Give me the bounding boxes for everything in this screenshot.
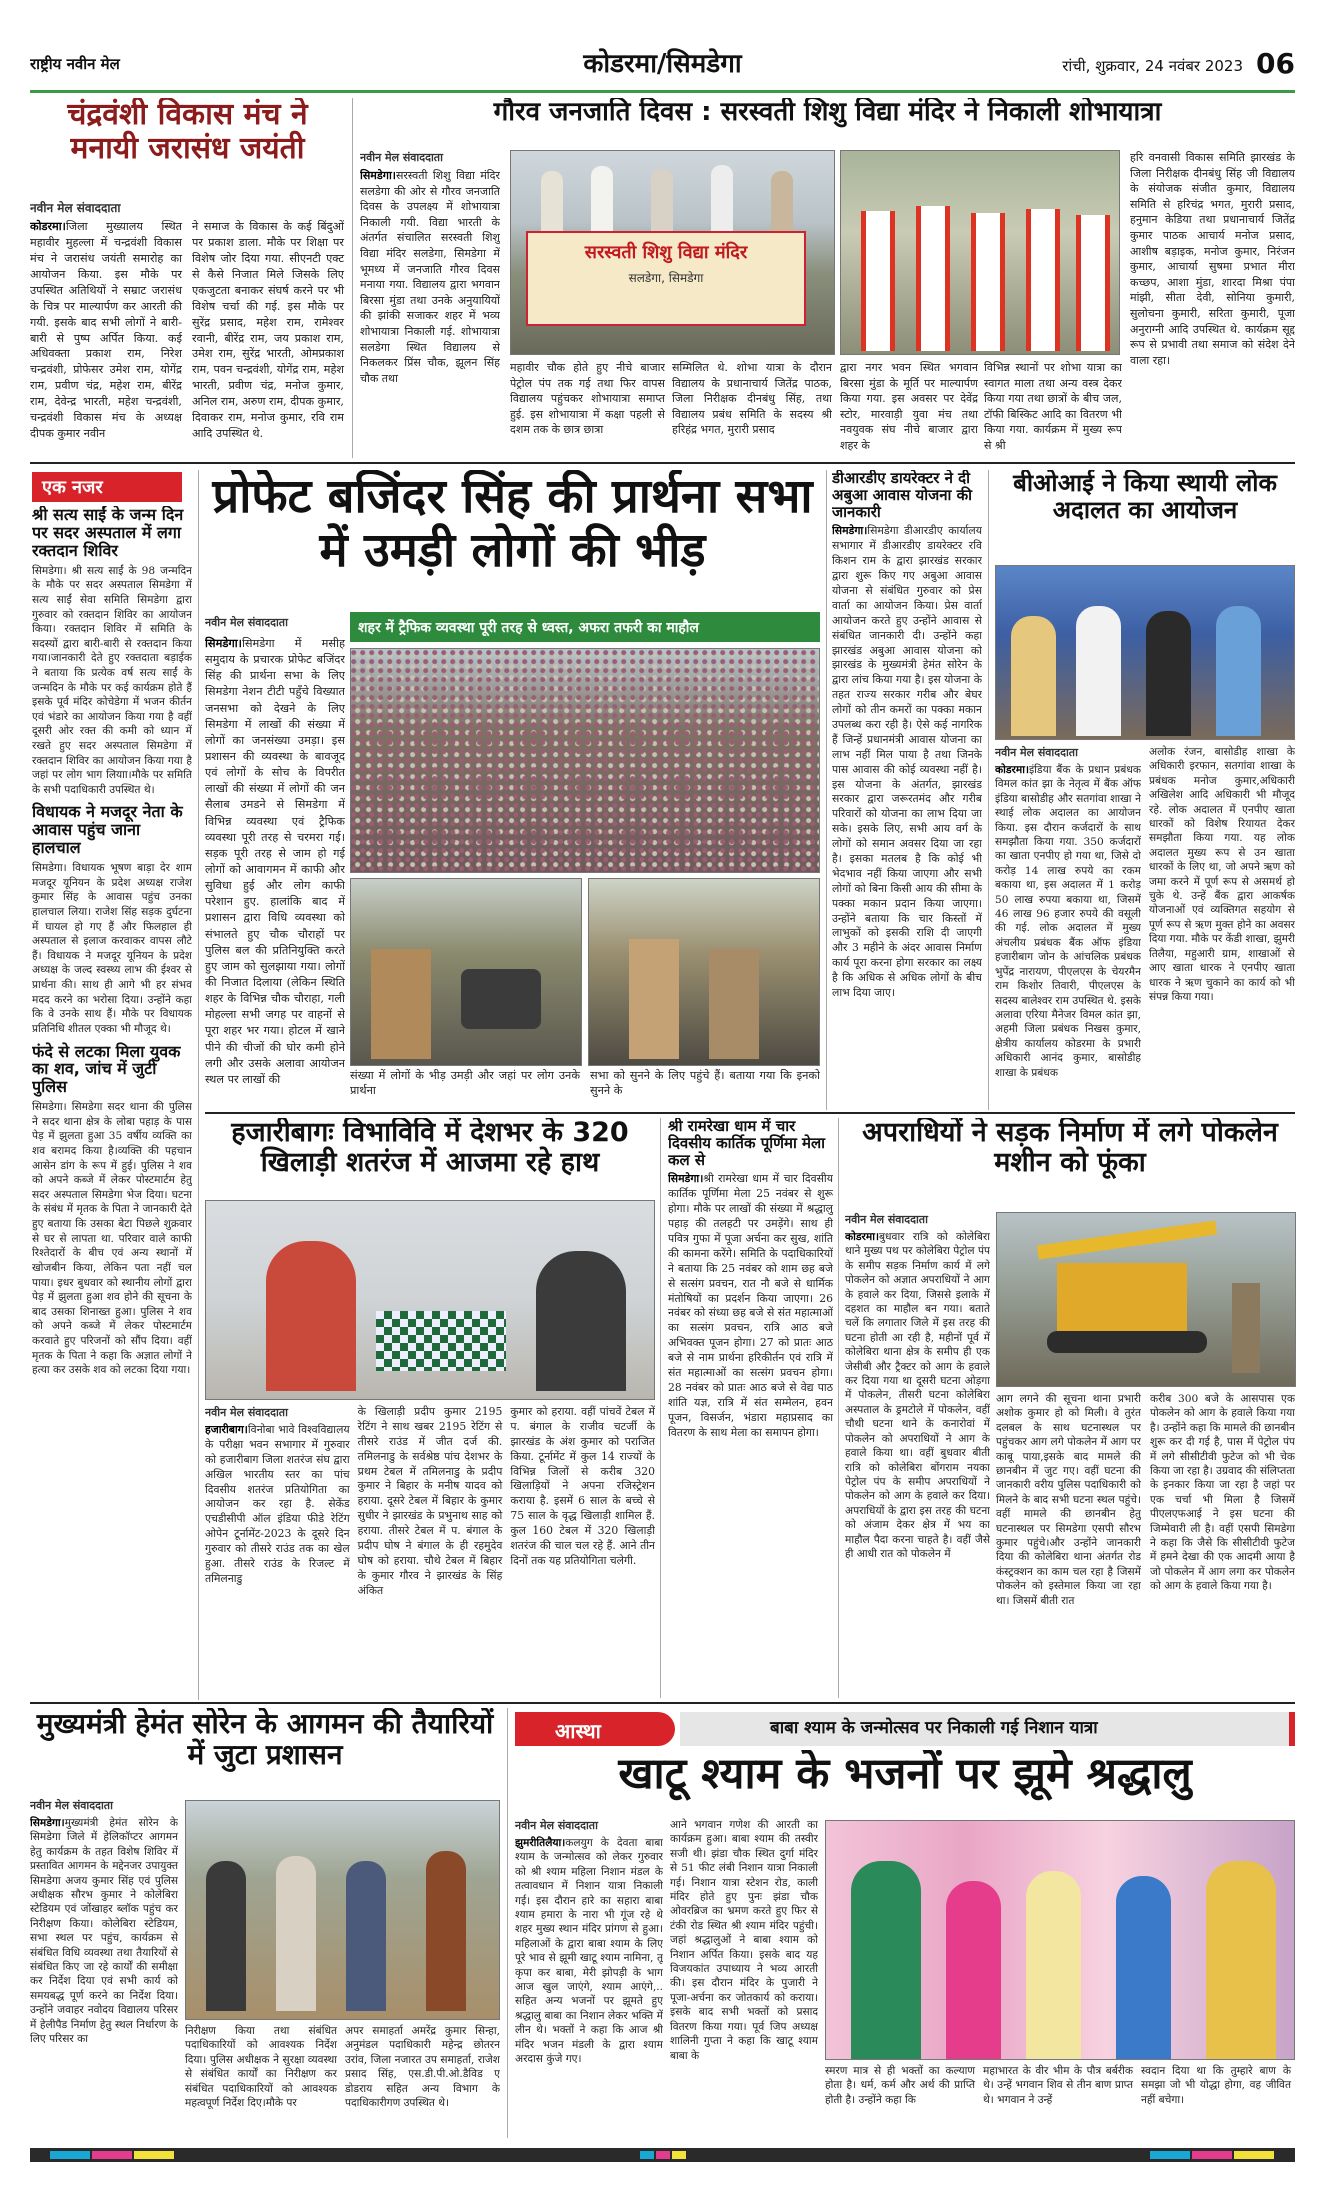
body-text: विनोबा भावे विश्वविद्यालय के परीक्षा भवन सभागार में गुरुवार को हजारीबाग जिला शतरंज संघ द्वारा अखिल भारतीय स्तर का पांच दिवसीय शतरंज प्रतियोगिता का आयोजन कर रहा है. सेकेंड एचडीसीपी ऑल इंडिया फीडे रेटिंग ओपेन टूर्नामेंट-2023 के दूसरे दिन गुरुवार को तीसरे राउंड तक का खेल हुआ. तीसरे राउंड के रिजल्ट में तमिलनाडु — [205, 1423, 350, 1585]
headline: डीआरडीए डायरेक्टर ने दी अबुआ आवास योजना की जानकारी — [832, 470, 973, 521]
story-poklen — [845, 1118, 1295, 1208]
story-gaurav-col4 — [840, 360, 978, 455]
column — [205, 636, 345, 1088]
brief-headline: फंदे से लटका मिला युवक का शव, जांच में जुटी पुलिस — [32, 1041, 181, 1097]
masthead — [30, 48, 1295, 88]
dateline: सिमडेगा। — [832, 524, 868, 538]
column-divider — [838, 1118, 839, 1698]
dateline: कोडरमा। — [845, 1231, 879, 1243]
body-text: सरस्वती शिशु विद्या मंदिर सलडेगा की ओर से गौरव जनजाति दिवस के उपलक्ष्य में शोभायात्रा निकाली गयी. विद्या भारती के अंतर्गत संचालित सरस्वती शिशु विद्या मंदिर सलडेगा, सिमडेगा में भूमध्य में जनजाति गौरव दिवस मनाया गया. विद्यालय द्वारा भगवान बिरसा मुंडा तथा उनके अनुयायियों की झांकी सजाकर शहर में भव्य शोभायात्रा निकाली गई. शोभायात्रा सलडेगा स्थित विद्यालय से निकलकर प्रिंस चौक, झूलन सिंह चौक तथा — [360, 169, 500, 385]
section-rule — [205, 1112, 1295, 1114]
story-hemant-col1 — [30, 1798, 178, 2138]
crowd-photo — [350, 648, 820, 873]
story-gaurav-col3 — [672, 360, 832, 455]
traffic-photo-2 — [588, 878, 820, 1066]
story-poklen-col1 — [845, 1212, 990, 1697]
column: ने समाज के विकास के कई बिंदुओं पर प्रकाश डाला. मौके पर शिक्षा पर विशेष जोर दिया गया. सीएनटी एक्ट से कैसे निजात मिले जिसके लिए एकजुटता बनाकर संघर्ष करने पर भी विशेष चर्चा की गई. इस मौके पर सुरेंद्र प्रसाद, महेश राम, रामेश्वर रवानी, बीरेंद्र राम, जय प्रकाश राम, उमेश राम, सुरेंद्र भारती, ओमप्रकाश राम, पवन चन्द्रवंशी, योगेंद्र राम, महेश भारती, प्रवीण चंद्र, मनोज कुमार, अनिल राम, अरुण राम, दीपक कुमार, दिवाकर राम, मनोज कुमार, रवि राम आदि उपस्थित थे. — [192, 220, 344, 440]
body-text: इंडिया बैंक के प्रधान प्रबंधक विमल कांत झा के नेतृत्व में बैंक ऑफ इंडिया बासोडीह और सतगांवा शाखा ने स्थाई लोक अदालत का आयोजन किया. इस दौरान कर्जदारों के साथ समझौता किया गया. 350 कर्जदारों का खाता एनपीए हो गया था, जिसे दो करोड़ 14 लाख रुपये का रकम बकाया था, इस अदालत में 1 करोड़ 50 लाख रुपया बकाया था, जिसमें 46 लाख 96 हजार रुपये की वसूली की गई. लोक अदालत में मुख्य अंचलीय प्रबंधक बैंक ऑफ इंडिया हजारीबाग जोन के आंचलिक प्रबंधक भुपेंद्र नारायण, पीएलएस के चेयरमैन राम किशोर तिवारी, पीएलएस के सदस्य बालेश्वर राम उपस्थित थे. इसके अलावा एरिया मैनेजर विमल कांत झा, अहमी जिला प्रबंधक निखस कुमार, क्षेत्रीय कार्यालय कोडरमा के प्रभारी अधिकारी आनंद कुमार, बासोडीह शाखा के प्रबंधक — [995, 764, 1141, 1079]
ek-nazar-label: एक नजर — [32, 472, 182, 502]
byline: नवीन मेल संवाददाता — [205, 1406, 288, 1419]
column: हरि वनवासी विकास समिति झारखंड के जिला निरीक्षक दीनबंधु सिंह जी विद्यालय के संयोजक संजीत कुमार, विद्यालय समिति से हरिचंद्र भगत, मुरारी प्रसाद, हनुमान केडिया तथा प्रधानाचार्य जितेंद्र कुमार पाठक आचार्य मनोज प्रसाद, आशीष बड़ाइक, मनोज कुमार, निरंजन कुमार, आचार्या सुषमा प्रभात मीरा कच्छप, आशा मुंडा, शारदा मिश्रा पंपा मांझी, सीता देवी, सोनिया कुमारी, सुलोचना कुमारी, सरिता कुमारी, पूजा अनुराग्नी आदि उपस्थित थे. कार्यक्रम सूद्द रूप से प्रभावी तथा समाज को संदेश देने वाला रहा। — [1130, 151, 1295, 367]
dateline: झुमरीतिलैया। — [515, 1837, 566, 1849]
column: सम्मिलित थे. शोभा यात्रा के दौरान विद्यालय के प्रधानाचार्य जितेंद्र पाठक, जिला निरीक्षक दीनबंधु सिंह, तथा विद्यालय प्रबंध समिति के सदस्य श्री हरिहंद्र भगत, मुरारी प्रसाद — [672, 361, 832, 437]
story-drda — [832, 470, 982, 1110]
inspection-photo — [185, 1800, 500, 2020]
story-gaurav-col1 — [360, 150, 500, 450]
headline: प्रोफेट बजिंदर सिंह की प्रार्थना सभा में उमड़ी लोगों की भीड़ — [212, 470, 813, 579]
headline: चंद्रवंशी विकास मंच ने मनायी जरासंध जयंती — [67, 98, 308, 166]
section-rule — [30, 1702, 1295, 1704]
section-title: कोडरमा/सिमडेगा — [583, 49, 742, 79]
caption: संख्या में लोगों के भीड़ उमड़ी और जहां पर लोग उनके प्रार्थना — [350, 1069, 580, 1098]
caption: स्मरण मात्र से ही भक्तों का कल्याण होता है। धर्म, कर्म और अर्थ की प्राप्ति होती है। उन्होंने कहा कि — [825, 2065, 975, 2106]
body-text: बुधवार रात्रि को कोलेबिरा थाने मुख्य पथ पर कोलेबिरा पेट्रोल पंप के समीप सड़क निर्माण कार्य में लगे पोकलेन को अज्ञात अपराधियों ने आग के हवाले कर दिया, जिससे इलाके में दहशत का माहौल बन गया। बताते चलें कि लगातार जिले में इस तरह की घटना होती आ रही है, महीनों पूर्व में कोलेबिरा थाना क्षेत्र के समीप ही एक जेसीबी और ट्रैक्टर को आग के हवाले कर दिया गया था दूसरी घटना ओड़गा में पोकलेन, तीसरी घटना कोलेबिरा अस्पताल के ड्रमटोले में पोकलेन, वहीं चौथी घटना थाने के कनारोवां में पोकलेन को अपराधियों ने आग के हवाले किया था। वहीं बुधवार बीती रात्रि को कोलेबिरा बोंगराम नयका पेट्रोल पंप के समीप अपराधियों ने पोकलेन को आग के हवाले कर दिया। अपराधियों के द्वारा इस तरह की घटना को अंजाम देकर क्षेत्र में भय का माहौल पैदा करना चाहते है। वहीं जैसे ही आधी रात को पोकलेन में — [845, 1231, 990, 1560]
caption-row — [825, 2064, 1295, 2140]
column — [832, 524, 982, 1001]
print-color-bar — [30, 2148, 1295, 2162]
column — [360, 168, 500, 387]
byline: नवीन मेल संवाददाता — [845, 1213, 928, 1226]
traffic-photo-1 — [350, 878, 582, 1066]
brief-headline: श्री सत्य साईं के जन्म दिन पर सदर अस्पताल में लगा रक्तदान शिविर — [32, 506, 184, 560]
body-text: सिमडेगा डीआरडीए कार्यालय सभागार में डीआरडीए डायरेक्टर रवि किशन राम के द्वारा झारखंड सरकार द्वारा शुरू किए गए अबुआ आवास योजना से संबंधित गुरुवार को प्रेस वार्ता का आयोजन किया। प्रेस वार्ता आयोजन करते हुए उन्होंने आवास से संबंधित जानकारी दी। उन्होंने कहा झारखंड अबुआ आवास योजना को झारखंड के मुख्यमंत्री हेमंत सोरेन के द्वारा लांच किया गया है। इस योजना के तहत राज्य सरकार गरीब और बेघर लोगों को तीन कमरों का पक्का मकान उपलब्ध करा रही है। ऐसे कई नागरिक हैं जिन्हें प्रधानमंत्री आवास योजना का लाभ नहीं मिल पाया है तथा जिनके पास आवास की कोई व्यवस्था नहीं है। इस योजना के अंतर्गत, झारखंड सरकार द्वारा जरूरतमंद और गरीब परिवारों को योजना का लाभ दिया जा सके। इसके लिए, सभी आय वर्ग के लोगों को समान अवसर दिया जा रहा है। इसका मतलब है कि कोई भी भेदभाव नहीं किया जाएगा और सभी लोगों को बिना किसी आय की सीमा के पक्का मकान प्रदान किया जाएगा। उन्होंने बताया कि चार किस्तों में लाभुकों को इसकी राशि दी जाएगी और 3 महीने के अंदर आवास निर्माण कार्य पूरा करना होगा सरकार का लक्ष्य है कि अधिक से अधिक लोगों के बीच लाभ दिया जाए। — [832, 524, 982, 999]
dateline: सिमडेगा। — [205, 637, 242, 650]
story-boi — [995, 470, 1295, 560]
story-chess — [205, 1118, 655, 1198]
body-text: कलयुग के देवता बाबा श्याम के जन्मोत्सव को लेकर गुरुवार को श्री श्याम महिला निशान मंडल के तत्वावधान में निशान यात्रा निकाली गई। इस दौरान हारे का सहारा बाबा श्याम हमारा के नारा भी गूंज रहे थे शहर मुख्य स्थान मंदिर प्रांगण से हुआ। महिलाओं के द्वारा बाबा श्याम के लिए पूरे भाव से झूमी खाटू श्याम नामिना, तू कृपा कर बाबा, मेरी झोपड़ी के भाग आज खुल जाएंगे, श्याम आएंगे,.. सहित अन्य भजनों पर झूमते हुए श्रद्धालु बाबा का निशान लेकर भक्ति में लीन थे। भक्तों ने कहा कि आज श्री मंदिर भजन मंडली के द्वारा श्याम अरदास कुंजे गए। — [515, 1837, 663, 2066]
caption: स्वदान दिया था कि तुम्हारे बाण के समझा जो भी योद्धा होगा, वह जीवित नहीं बचेगा। — [1141, 2065, 1291, 2106]
byline: नवीन मेल संवाददाता — [205, 616, 288, 629]
procession-photo — [510, 150, 835, 355]
aastha-tag: आस्था — [515, 1712, 675, 1746]
column-divider — [198, 470, 199, 1700]
column-divider — [507, 1708, 508, 2138]
byline: नवीन मेल संवाददाता — [30, 1799, 113, 1812]
column: अपर समाहर्ता अमरेंद्र कुमार सिन्हा, अनुमंडल पदाधिकारी महेन्द्र छोतरन उरांव, जिला नजारत उप समाहर्ता, राजेश प्रसाद सिंह, एस.डी.पी.ओ.डैविड ए डोडराय सहित अन्य विभाग के पदाधिकारीगण उपस्थित थे। — [345, 2025, 500, 2110]
chess-photo — [205, 1200, 655, 1400]
story-hemant-col2 — [185, 2024, 337, 2139]
caption-row — [350, 1068, 820, 1108]
column: आने भगवान गणेश की आरती का कार्यक्रम हुआ। बाबा श्याम की तस्वीर सजी थी। झंडा चौक स्थित दुर्गा मंदिर से 51 फीट लंबी निशान यात्रा निकाली गई। निशान यात्रा स्टेशन रोड, काली मंदिर होते हुए पुनः झंडा चौक ओवरब्रिज का भ्रमण करते हुए फिर से टंकी रोड स्थित श्री श्याम मंदिर पहुंची। जहां श्रद्धालुओं ने बाबा श्याम को निशान अर्पित किया। इसके बाद यह विजयकांत उपाध्याय ने भव्य आरती की। इस दौरान मंदिर के पुजारी ने पूजा-अर्चना कर जोतकार्य को कराया। इसके बाद सभी भक्तों को प्रसाद वितरण किया गया। पूर्व जिप अध्यक्ष शालिनी गुप्ता ने कहा कि खाटू श्याम बाबा के — [670, 1819, 818, 2062]
column: करीब 300 बजे के आसपास एक पोकलेन को आग के हवाले किया गया है। उन्होंने कहा कि मामले की छानबीन शुरू कर दी गई है, पास में पेट्रोल पंप में लगे सीसीटीवी फुटेज को भी चेक किया जा रहा है। उग्रवाद की संलिप्तता के इनकार किया जा रहा है जहां पर एक चर्चा भी मिला है जिसमें पीएलएफआई ने इस घटना की जिम्मेवारी ली है। वहीं एसपी सिमडेगा ने कहा कि जैसे कि सीसीटीवी फुटेज में हमने देखा की एक आदमी आया है जो पोकलेन में आग लगा कर पोकलेन को आग के हवाले किया गया है। — [1150, 1393, 1295, 1593]
ek-nazar-column — [32, 506, 192, 1696]
column: अलोक रंजन, बासोडीह शाखा के अधिकारी इरफान, सतगांवा शाखा के प्रबंधक मनोज कुमार,अधिकारी अखिलेश आदि अधिकारी भी मौजूद रहे. लोक अदालत में एनपीए खाता धारकों को विशेष रियायत देकर समझौता किया गया. यह लोक अदालत मुख्य रूप से उन खाता धारकों के लिए था, जो अपने ऋण को जमा करने में पूर्ण रूप से असमर्थ हो चुके थे. उन्हें बैंक द्वारा आकर्षक योजनाओं एवं व्यक्तिगत सहयोग से पूर्ण रूप से ऋण मुक्त होने का अवसर दिया गया. मौके पर केंडी शाखा, झुमरी तिलैया, महुआरी ग्राम, शाखाओं से आए खाता धारक ने एनपीए खाता धारक ने ऋण चुकाने का कार्य को भी संपन्न किया गया। — [1149, 746, 1295, 1003]
brief-body: सिमडेगा। सिमडेगा सदर थाना की पुलिस ने सदर थाना क्षेत्र के लोबा पहाड़ के पास पेड़ में झुलता हुआ 35 वर्षीय व्यक्ति का शव बरामद किया है।व्यक्ति की पहचान आसेन डांग के रूप में हुई। पुलिस ने शव को अपने कब्जे में लेकर पोस्टमार्टम हेतु सदर अस्पताल सिमडेगा भेज दिया। घटना के संबंध में मृतक के पिता ने जानकारी देते हुए बताया कि उसका बेटा पिछले शुक्रवार से घर से लापता था. परिवार वाले काफी रिश्तेदारों के बीच एवं अन्य स्थानों में खोजबीन किया, लेकिन पता नहीं चल पाया। इधर बुधवार को स्थानीय लोगों द्वारा पेड़ में झुलता हुआ शव होने की सूचना के बाद उसका शिनाख्त हुआ। पुलिस ने शव को अपने कब्जे में लेकर पोस्टमार्टम करवाते हुए परिजनों को सौंप दिया। वहीं मृतक के पिता ने कहा कि अज्ञात लोगों ने हत्या कर उसके शव को लटका दिया गया। — [32, 1101, 192, 1377]
body-text: मुख्यमंत्री हेमंत सोरेन के सिमडेगा जिले में हेलिकॉप्टर आगमन हेतु कार्यक्रम के तहत विशेष शिविर में प्रस्तावित आगमन के मद्देनजर उपायुक्त सिमडेगा अजय कुमार सिंह एवं पुलिस अधीक्षक सौरभ कुमार ने कोलेबिरा स्टेडियम एवं जोंखाहर ब्लॉक पहुंच कर निरीक्षण किया। कोलेबिरा स्टेडियम, सभा स्थल पर पहुंच, कार्यक्रम से संबंधित विधि व्यवस्था तथा तैयारियों से संबंधित किए जा रहे कार्यों की समीक्षा कर निर्देश दिया एवं सभी कार्य को समयबद्ध पूर्ण करने का निर्देश दिया। उन्होंने जवाहर नवोदय विद्यालय परिसर में हेलीपैड निर्माण हेतु स्थल निर्धारण के लिए परिसर का — [30, 1817, 178, 2046]
story-gaurav-col5 — [984, 360, 1122, 455]
byline: नवीन मेल संवाददाता — [360, 151, 443, 164]
story-ramrekha — [668, 1118, 833, 1698]
devotees-photo — [825, 1820, 1295, 2060]
story-hemant-col3 — [345, 2024, 500, 2139]
caption: महाभारत के वीर भीम के पौत्र बर्बरीक थे। उन्हें भगवान शिव से तीन बाण प्राप्त थे। भगवान ने उन्हें — [983, 2065, 1133, 2106]
story-khatu-col2 — [670, 1818, 818, 2140]
banner-title: सरस्वती शिशु विद्या मंदिर — [584, 242, 748, 263]
dateline: कोडरमा। — [30, 220, 66, 234]
banner-subtitle: सलडेगा, सिमडेगा — [628, 271, 704, 286]
column: आग लगने की सूचना थाना प्रभारी अशोक कुमार हो को मिली। वे तुरंत दलबल के साथ घटनास्थल पर पहुंचकर आग लगे पोकलेन में आग पर काबू पाया,इसके बाद मामले की छानबीन में जुट गए। वहीं घटना की जानकारी वरीय पुलिस पदाधिकारी को मिलने के बाद सभी घटना स्थल पहुंचे। वहीं मामले की छानबीन हेतु घटनास्थल पर सिमडेगा एसपी सौरभ कुमार पहुंचे।और उन्होंने जानकारी दिया की कोलेबिरा थाना अंतर्गत रोड कंस्ट्रक्शन का काम चल रहा है जिसमें पोकलेन को इस्तेमाल किया जा रहा था। जिसमें बीती रात — [996, 1393, 1141, 1607]
story-boi-col1 — [995, 745, 1141, 1105]
column-divider — [660, 1118, 661, 1698]
column — [845, 1230, 990, 1561]
byline: नवीन मेल संवाददाता — [515, 1819, 598, 1832]
dateline: सिमडेगा। — [30, 1817, 65, 1829]
column — [30, 219, 182, 442]
story-prophet-bajinder — [205, 470, 820, 605]
body-text: जिला मुख्यालय स्थित महावीर मुहल्ला में चन्द्रवंशी विकास मंच ने जरासंध जयंती समारोह का आयोजन किया. इस मौके पर उपस्थित अतिथियों ने सम्राट जरासंध के चित्र पर माल्यार्पण कर आरती की गयी. इसके बाद सभी लोगों ने बारी-बारी से पुष्प अर्पित किया. कई अधिवक्ता प्रकाश राम, निरेश चन्द्रवंशी, प्रोफेसर उमेश राम, योगेंद्र राम, प्रवीण चंद्र, महेश राम, बीरेंद्र राम, देवेन्द्र भारती, महेश चन्द्रवंशी, चन्द्रवंशी विकास मंच के अध्यक्ष दीपक कुमार नवीन — [30, 220, 182, 440]
story-gaurav-col6 — [1130, 150, 1295, 455]
story-hemant-soren — [30, 1708, 500, 1793]
subheadline: शहर में ट्रैफिक व्यवस्था पूरी तरह से ध्वस्त, अफरा तफरी का माहौल — [358, 620, 699, 636]
story-poklen-col3 — [1150, 1392, 1295, 1697]
lok-adalat-photo — [995, 565, 1295, 740]
column — [995, 763, 1141, 1080]
column — [668, 1172, 833, 1440]
caption: सभा को सुनने के लिए पहुंचे हैं। बताया गया कि इनको सुनने के — [590, 1069, 820, 1098]
story-chandravanshi — [30, 98, 345, 458]
column — [205, 1423, 350, 1587]
column — [515, 1836, 663, 2067]
brief-headline: विधायक ने मजदूर नेता के आवास पहुंच जाना हालचाल — [32, 802, 183, 858]
headline: हजारीबागः विभाविवि में देशभर के 320 खिलाड़ी शतरंज में आजमा रहे हाथ — [231, 1118, 629, 1179]
headline: अपराधियों ने सड़क निर्माण में लगे पोकलेन मशीन को फूंका — [862, 1118, 1278, 1179]
byline-block — [205, 615, 345, 635]
column-divider — [826, 470, 827, 1110]
masthead-rule — [30, 90, 1295, 93]
banner — [526, 231, 806, 326]
date-line: रांची, शुक्रवार, 24 नवंबर 2023 — [1062, 57, 1243, 75]
brief-body: सिमडेगा। श्री सत्य साईं के 98 जन्मदिन के मौके पर सदर अस्पताल सिमडेगा में सत्य साईं सेवा समिति सिमडेगा द्वारा गुरुवार को रक्तदान शिविर का आयोजन किया। रक्तदान शिविर में समिति के सदस्यों द्वारा बारी-बारी से रक्तदान किया गया।जानकारी देते हुए रक्तदाता बड़ाईक ने बताया कि प्रत्येक वर्ष सत्य साईं के जन्मदिन के मौके पर कई कार्यक्रम होते हैं इसके पूर्व मंदिर कोचेडेगा में भजन कीर्तन एवं भंडारे का आयोजन किया गया है वहीं दूसरी ओर रक्त की कमी को ध्यान में रखते हुए सदर अस्पताल सिमडेगा में रक्तदान शिविर का आयोजन किया गया है जहां पर लोग भाग लियाा।मौके पर समिति के सभी पदाधिकारी उपस्थित थे। — [32, 564, 192, 796]
column: महावीर चौक होते हुए नीचे बाजार पेट्रोल पंप तक गई तथा फिर वापस विद्यालय पहुंचकर शोभायात्रा समाप्त हुई. इस शोभायात्रा में कक्षा पहली से दशम तक के छात्र छात्रा — [510, 361, 665, 437]
column — [30, 1816, 178, 2047]
byline: नवीन मेल संवाददाता — [30, 201, 121, 216]
dancers-photo — [840, 150, 1120, 355]
dateline: कोडरमा। — [995, 764, 1029, 776]
column-divider — [352, 98, 353, 458]
paper-name: राष्ट्रीय नवीन मेल — [30, 55, 120, 73]
column-divider — [988, 470, 989, 1110]
dateline: सिमडेगा। — [360, 169, 396, 182]
headline: गौरव जनजाति दिवस : सरस्वती शिशु विद्या मंदिर ने निकाली शोभायात्रा — [493, 98, 1162, 127]
body-text: सिमडेगा में मसीह समुदाय के प्रचारक प्रोफेट बजिंदर सिंह की प्रार्थना सभा के लिए सिमडेगा नेशन टीटी पहुँचे विख्यात जनसभा को देखने के लिए सिमडेगा में लाखों की संख्या में लोगों का जनसंख्या उमड़ा। इस प्रशासन की व्यवस्था के बावजूद एवं लोगों के सोच के विपरीत लाखों की संख्या में लोगों की जन सैलाब उमडने से सिमडेगा में विभिन्न व्यवस्था एवं ट्रैफिक व्यवस्था पूरी तरह से चरमरा गई। सड़क पूरी तरह से जाम हो गई लोगों को आवागमन में काफी और सुविधा हुई और लोग काफी परेशान हुए. हालांकि बाद में प्रशासन द्वारा विधि व्यवस्था को संभालते हुए चौक चौराहों पर पुलिस बल की प्रतिनियुक्ति करते हुए जाम को सुलझाया गया। लोगों की निजात दिलाया (लेकिन स्थिति शहर के विभिन्न चौक चौराहा, गली मोहल्ला सभी जगह पर वाहनों से पूरा शहर भर गया। होटल में खाने पीने की चीजों की घोर कमी होने लगी और उसके अलावा आयोजन स्थल पर लाखों की — [205, 637, 345, 1086]
kicker-bar — [680, 1712, 1295, 1746]
column: निरीक्षण किया तथा संबंधित पदाधिकारियों को आवश्यक निर्देश दिया। पुलिस अधीक्षक ने सुरक्षा व्यवस्था से संबंधित कार्यों का निरीक्षण कर संबंधित पदाधिकारियों को आवश्यक महत्वपूर्ण निर्देश दिए।मौके पर — [185, 2025, 337, 2110]
story-boi-col2 — [1149, 745, 1295, 1105]
page-number: 06 — [1256, 48, 1295, 80]
brief-body: सिमडेगा। विधायक भूषण बाड़ा देर शाम मजदूर यूनियन के प्रदेश अध्यक्ष राजेश कुमार सिंह के आवास पहुंच उनका हालचाल लिया। राजेश सिंह सड़क दुर्घटना में घायल हो गए हैं और फिलहाल ही अस्पताल से इलाज करवाकर वापस लौटे हैं। विधायक ने मजदूर यूनियन के प्रदेश अध्यक्ष के जल्द स्वस्थ्य लाभ की ईश्वर से प्रार्थना की। साथ ही आगे भी हर संभव मदद करने का भरोसा दिया। उन्होंने कहा कि वे उनके साथ हैं। मौके पर विधायक प्रतिनिधि शीतल एक्का भी मौजूद थे। — [32, 862, 192, 1035]
section-rule — [30, 462, 1295, 464]
dateline: सिमडेगा। — [668, 1172, 704, 1186]
story-khatu — [515, 1750, 1295, 1815]
headline: बीओआई ने किया स्थायी लोक अदालत का आयोजन — [1013, 470, 1277, 524]
excavator-photo — [996, 1212, 1296, 1387]
body-text: श्री रामरेखा धाम में चार दिवसीय कार्तिक पूर्णिमा मेला 25 नवंबर से शुरू होगा। मौके पर लाखों की संख्या में श्रद्धालु पहाड़ की तलहटी पर उमड़ेंगे। साथ ही पवित्र गुफा में पूजा अर्चना कर सुख, शांति की कामना करेंगे। समिति के पदाधिकारियों ने बताया कि 25 नवंबर को शाम छह बजे से सत्संग प्रवचन, रात नौ बजे से धार्मिक मंतोषियों का प्रदर्शन किया जाएगा। 26 नवंबर को संध्या छह बजे से संत महात्माओं का सत्संग प्रवचन, रात्रि आठ बजे अभिवक्त पूजन होगा। 27 को प्रातः आठ बजे से नाम प्रार्थना हरिकीर्तन एवं रात्रि में संत महात्माओं का सत्संग प्रवचन होगा। 28 नवंबर को प्रातः आठ बजे से वेद्य पाठ शांति यज्ञ, रात्रि में संत सम्मेलन, हवन पूजन, विसर्जन, भंडारा महाप्रसाद का वितरण के साथ मेला का समापन होगा। — [668, 1172, 833, 1439]
story-khatu-col1 — [515, 1818, 663, 2140]
byline: नवीन मेल संवाददाता — [995, 746, 1078, 759]
kicker: बाबा श्याम के जन्मोत्सव पर निकाली गई निशान यात्रा — [770, 1718, 1098, 1738]
story-gaurav-col2 — [510, 360, 665, 455]
headline: मुख्यमंत्री हेमंत सोरेन के आगमन की तैयारियों में जुटा प्रशासन — [36, 1708, 494, 1772]
headline: श्री रामरेखा धाम में चार दिवसीय कार्तिक पूर्णिमा मेला कल से — [668, 1118, 826, 1169]
story-poklen-col2 — [996, 1392, 1141, 1697]
subhead-bar — [350, 612, 820, 642]
dateline: हजारीबाग। — [205, 1423, 248, 1436]
column: विभिन्न स्थानों पर शोभा यात्रा का स्वागत माला तथा अन्य वस्त्र देकर किया गया तथा छात्रों के बीच जल, टॉफी बिस्किट आदि का वितरण भी किया गया. कार्यक्रम में मुख्य रूप से श्री — [984, 361, 1122, 453]
column: के खिलाड़ी प्रदीप कुमार 2195 रेटिंग ने साथ खबर 2195 रेटिंग से तीसरे राउंड में जीत दर्ज की. तमिलनाडु के सर्वश्रेष्ठ पांच देशभर के प्रथम टेबल में तमिलनाडु के प्रदीप कुमार ने बिहार के मनीष यादव को हराया. दूसरे टेबल में बिहार के कुमार सुधीर ने झारखंड के प्रभुनाथ साह को हराया. तीसरे टेबल में प. बंगाल के प्रदीप घोष ने बंगाल के ही रहमुदेव घोष को हराया. चौथे टेबल में बिहार के कुमार गौरव ने झारखंड के सिंह अंकित — [357, 1405, 503, 1597]
column: द्वारा नगर भवन स्थित भगवान बिरसा मुंडा के मूर्ति पर माल्यार्पण किया गया. इस अवसर पर देवेंद्र स्टोर, मारवाड़ी युवा मंच तथा नवयुवक संघ नीचे बाजार द्वारा शहर के — [840, 361, 978, 453]
story-chess-cols — [205, 1405, 655, 1700]
column: कुमार को हराया. वहीं पांचवें टेबल में प. बंगाल के राजीव चटर्जी के झारखंड के अंश कुमार को पराजित किया. टूर्नामेंट में कुल 14 राज्यों के विभिन्न जिलों से करीब 320 खिलाड़ियों ने अपना रजिस्ट्रेशन कराया है. इसमें 6 साल के बच्चे से 75 साल के वृद्ध खिलाड़ी शामिल हैं. कुल 160 टेबल में 320 खिलाड़ी शतरंज की चाल चल रहे हैं. आने तीन दिनों तक यह प्रतियोगिता चलेगी. — [510, 1405, 655, 1567]
headline: खाटू श्याम के भजनों पर झूमे श्रद्धालु — [618, 1750, 1192, 1799]
